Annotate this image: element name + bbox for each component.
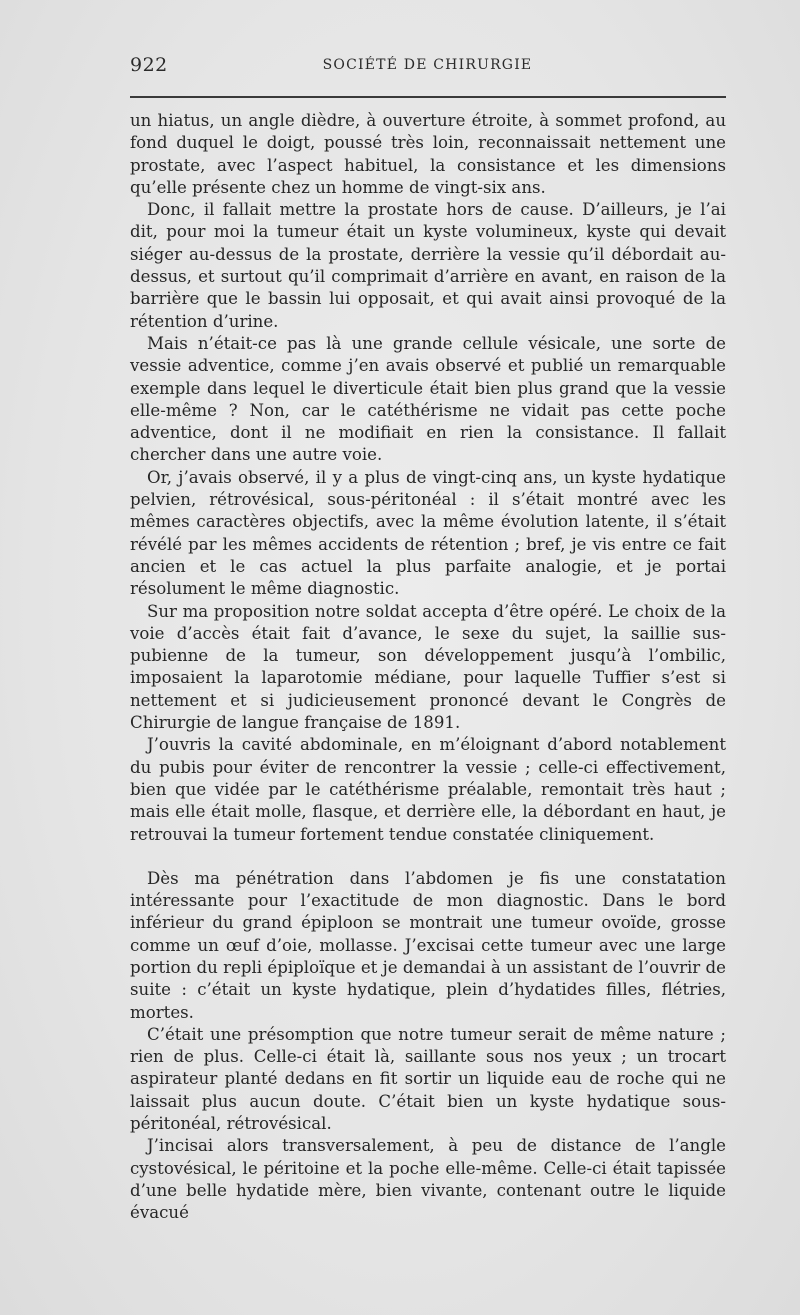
paragraph: J’incisai alors transversalement, à peu de distance de l’angle cystovésical, le péritoine et la poche elle-même. Celle-ci était tapissée d’une belle hydatide mère, bien vivante, contenant outre le liquide évacué <box>130 1136 726 1223</box>
paragraph: Sur ma proposition notre soldat accepta d’être opéré. Le choix de la voie d’accès était fait d’avance, le sexe du sujet, la saillie sus-pubienne de la tumeur, son développement jusqu’à l’ombilic, imposaient la laparotomie médiane, pour laquelle Tuffier s’est si nettement et si judicieusement prononcé devant le Congrès de Chirurgie de langue française de 1891. <box>130 601 726 733</box>
body-text <box>130 110 726 1225</box>
paragraph: Dès ma pénétration dans l’abdomen je fis une constatation intéressante pour l’exactitude de mon diagnostic. Dans le bord inférieur du grand épiploon se montrait une tumeur ovoïde, grosse comme un œuf d’oie, mollasse. J’excisai cette tumeur avec une large portion du repli épiploïque et je demandai à un assistant de l’ouvrir de suite : c’était un kyste hydatique, plein d’hydatides filles, flétries, mortes. <box>130 868 726 1022</box>
paragraph: Or, j’avais observé, il y a plus de vingt-cinq ans, un kyste hydatique pelvien, rétrovésical, sous-péritonéal : il s’était montré avec les mêmes caractères objectifs, avec la même évolution latente, il s’était révélé par les mêmes accidents de rétention ; bref, je vis entre ce fait ancien et le cas actuel la plus parfaite analogie, et je portai résolument le même diagnostic. <box>130 467 726 599</box>
paragraph: Donc, il fallait mettre la prostate hors de cause. D’ailleurs, je l’ai dit, pour moi la tumeur était un kyste volumineux, kyste qui devait siéger au-dessus de la prostate, derrière la vessie qu’il débordait au-dessus, et surtout qu’il comprimait d’arrière en avant, en raison de la barrière que le bassin lui opposait, et qui avait ainsi provoqué de la rétention d’urine. <box>130 200 726 331</box>
running-head: SOCIÉTÉ DE CHIRURGIE <box>322 57 533 73</box>
paragraph: J’ouvris la cavité abdominale, en m’éloignant d’abord notablement du pubis pour éviter de rencontrer la vessie ; celle-ci effectivement, bien que vidée par le catéthérisme préalable, remontait très haut ; mais elle était molle, flasque, et derrière elle, la débordant en haut, je retrouvai la tumeur fortement tendue constatée cliniquement. <box>130 735 726 844</box>
page-header <box>130 54 725 78</box>
paragraph: C’était une présomption que notre tumeur serait de même nature ; rien de plus. Celle-ci était là, saillante sous nos yeux ; un trocart aspirateur planté dedans en fit sortir un liquide eau de roche qui ne laissait plus aucun doute. C’était bien un kyste hydatique sous-péritonéal, rétrovésical. <box>130 1024 726 1134</box>
paragraph: un hiatus, un angle dièdre, à ouverture étroite, à sommet profond, au fond duquel le doigt, poussé très loin, reconnaissait nettement une prostate, avec l’aspect habituel, la consistance et les dimensions qu’elle présente chez un homme de vingt-six ans. <box>130 111 726 197</box>
header-rule <box>130 96 726 98</box>
page-number: 922 <box>130 54 168 76</box>
paragraph: Mais n’était-ce pas là une grande cellule vésicale, une sorte de vessie adventice, comme j’en avais observé et publié un remarquable exemple dans lequel le diverticule était bien plus grand que la vessie elle-même ? Non, car le catéthérisme ne vidait pas cette poche adventice, dont il ne modifiait en rien la consistance. Il fallait chercher dans une autre voie. <box>130 333 726 465</box>
